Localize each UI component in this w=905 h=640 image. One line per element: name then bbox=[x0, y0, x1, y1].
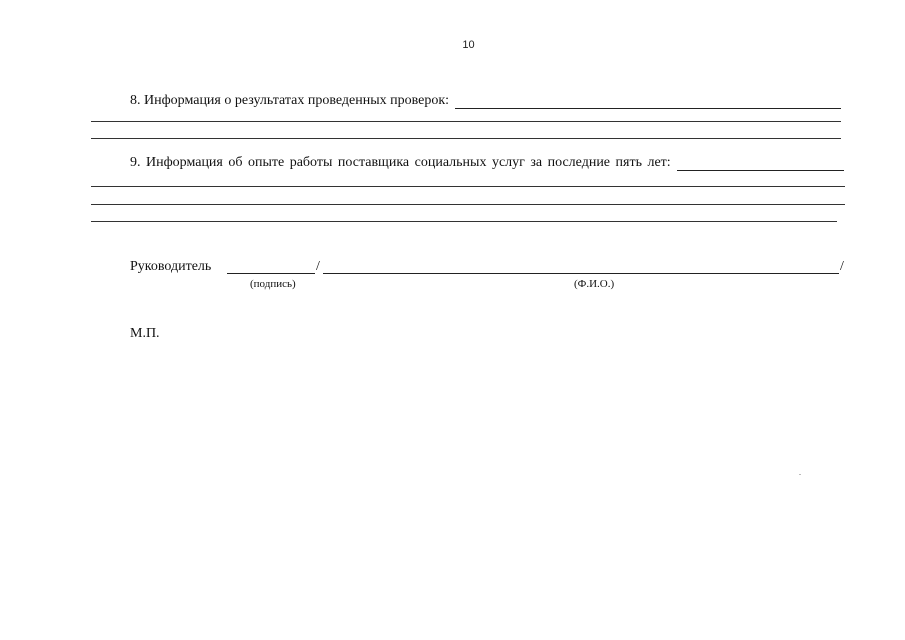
full-name-line[interactable] bbox=[323, 273, 839, 274]
section-9-answer-line[interactable] bbox=[677, 157, 844, 171]
scan-speck bbox=[799, 474, 801, 475]
section-9-answer-line-3[interactable] bbox=[91, 204, 845, 205]
section-9-answer-line-2[interactable] bbox=[91, 186, 845, 187]
section-8-answer-line-2[interactable] bbox=[91, 121, 841, 122]
section-8-label: 8. Информация о результатах проведенных проверок: bbox=[130, 93, 450, 108]
full-name-caption: (Ф.И.О.) bbox=[574, 278, 615, 290]
section-8-results-of-inspections bbox=[130, 93, 841, 109]
section-9-provider-experience bbox=[130, 155, 844, 171]
stamp-place-label: М.П. bbox=[130, 326, 160, 341]
section-8-answer-line[interactable] bbox=[455, 95, 841, 109]
section-9-answer-line-4[interactable] bbox=[91, 221, 837, 222]
manager-label: Руководитель bbox=[130, 259, 212, 274]
signature-caption: (подпись) bbox=[250, 278, 296, 290]
section-8-answer-line-3[interactable] bbox=[91, 138, 841, 139]
signature-separator: / bbox=[316, 259, 320, 274]
full-name-end-separator: / bbox=[840, 259, 844, 274]
page-number: 10 bbox=[462, 39, 475, 51]
signature-line[interactable] bbox=[227, 273, 315, 274]
signature-row bbox=[130, 259, 846, 279]
section-9-label: 9. Информация об опыте работы поставщика социальных услуг за последние пять лет: bbox=[130, 155, 671, 170]
